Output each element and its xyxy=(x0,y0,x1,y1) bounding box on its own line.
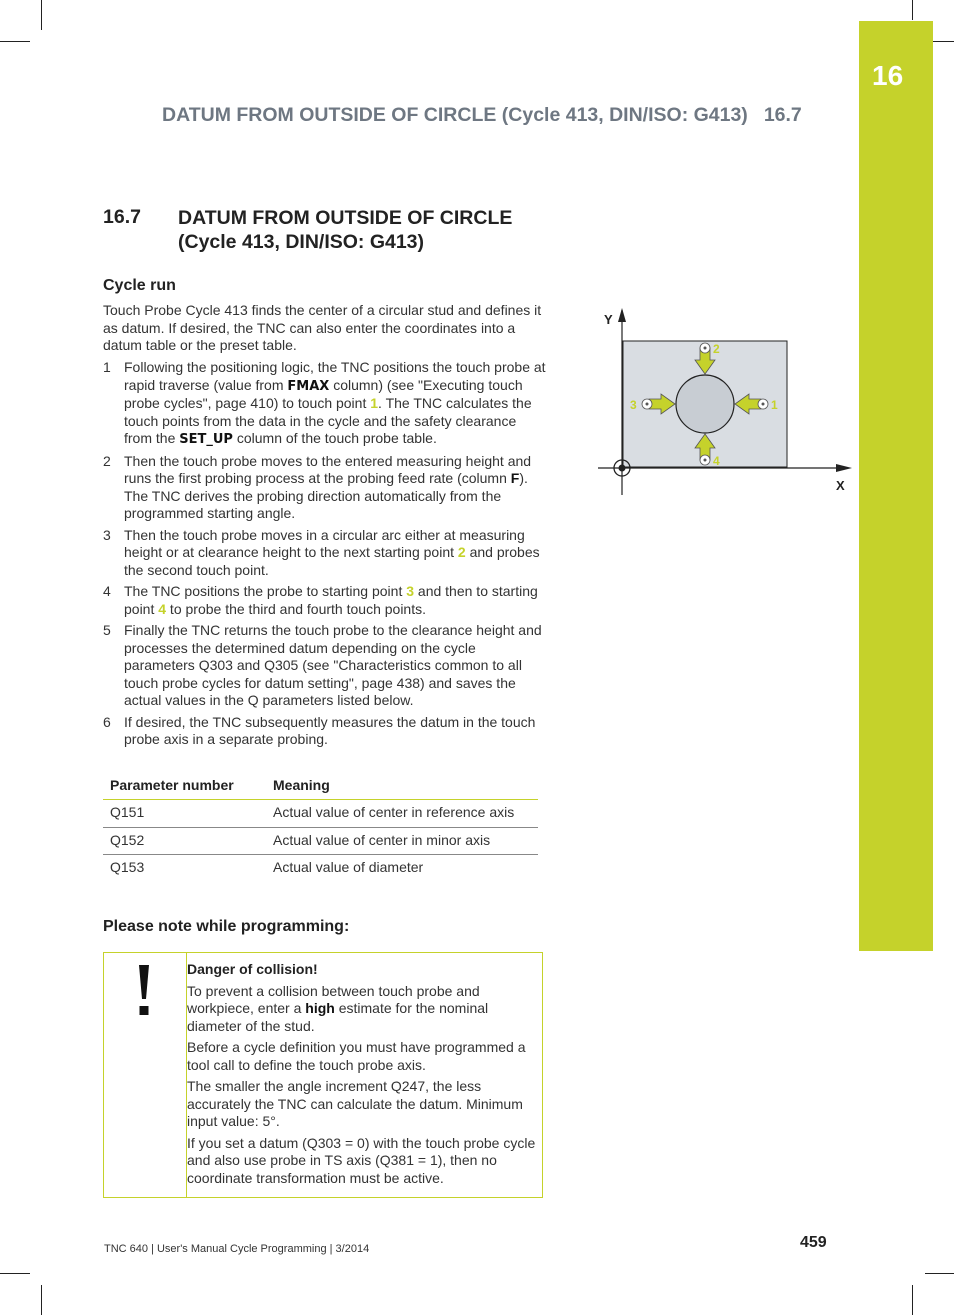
touch-point-dot xyxy=(762,403,765,406)
point-ref: 2 xyxy=(457,544,466,560)
step-number: 4 xyxy=(103,583,111,599)
step-text: . The TNC calculates the touch points from the data in the cycle and the safety clearance from the xyxy=(124,395,532,446)
param-number: Q153 xyxy=(110,859,145,875)
table-row xyxy=(103,827,538,855)
crop-mark xyxy=(0,41,30,42)
touch-point-dot xyxy=(704,459,707,462)
note-content xyxy=(187,961,537,1191)
step-item xyxy=(103,359,548,449)
step-text: Following the positioning logic, the TNC positions the touch probe at rapid traverse (value from xyxy=(124,359,546,393)
note-emphasis: high xyxy=(305,1000,335,1016)
table-row xyxy=(103,855,538,882)
step-number: 6 xyxy=(103,713,111,730)
step-text: column of the touch probe table. xyxy=(232,430,437,446)
chapter-number: 16 xyxy=(872,60,904,91)
probe-diagram xyxy=(590,300,860,505)
param-meaning: Actual value of center in reference axis xyxy=(266,800,538,828)
y-axis-arrow xyxy=(618,308,626,322)
step-text: column) (see "Executing touch probe cycles", page 410) to touch point xyxy=(124,376,523,411)
step-text: ). The TNC derives the probing direction automatically from the programmed starting angle. xyxy=(124,470,528,521)
running-header-section: 16.7 xyxy=(763,104,802,126)
touch-point-dot xyxy=(646,403,649,406)
point-ref: 1 xyxy=(370,395,379,411)
point-label-2: 2 xyxy=(713,342,720,356)
cycle-run-heading: Cycle run xyxy=(103,277,176,294)
column-header: Meaning xyxy=(266,774,538,800)
step-item xyxy=(103,714,548,749)
param-meaning: Actual value of center in minor axis xyxy=(266,827,538,855)
crop-mark xyxy=(41,1285,42,1315)
table-row xyxy=(103,800,538,828)
section-title-line2: (Cycle 413, DIN/ISO: G413) xyxy=(178,231,425,253)
step-number: 3 xyxy=(103,526,111,543)
cycle-steps-list xyxy=(103,359,548,753)
step-number: 2 xyxy=(103,452,111,469)
section-title xyxy=(178,206,512,254)
crop-mark xyxy=(912,0,913,20)
touch-point-dot xyxy=(704,347,707,350)
table-header-row xyxy=(103,774,538,800)
point-label-4: 4 xyxy=(713,454,720,468)
point-ref: 4 xyxy=(158,600,167,617)
point-ref: 3 xyxy=(406,583,415,599)
cycle-run-intro: Touch Probe Cycle 413 finds the center of a circular stud and defines it as datum. If desired, the TNC can also enter the coordinates into a datum table or the preset table. xyxy=(103,302,542,353)
crop-mark xyxy=(925,1273,954,1274)
step-text: Finally the TNC returns the touch probe to the clearance height and processes the determined datum depending on the cycle parameters Q303 and Q305 (see "Characteristics common to all touch probe cycles for datum setting", page 438) and saves the actual values in the Q parameters listed below. xyxy=(124,622,542,708)
datum-center xyxy=(619,465,626,472)
step-number: 5 xyxy=(103,622,111,638)
running-header-title: DATUM FROM OUTSIDE OF CIRCLE (Cycle 413, DIN/ISO: G413) xyxy=(162,104,748,126)
param-meaning: Actual value of diameter xyxy=(273,859,424,875)
column-header: Parameter number xyxy=(103,774,266,800)
danger-note-box xyxy=(103,952,543,1198)
step-item xyxy=(103,622,548,710)
step-item xyxy=(103,453,548,523)
keyword-fmax: FMAX xyxy=(287,378,330,394)
step-item xyxy=(103,527,548,580)
chapter-tab xyxy=(859,21,933,951)
param-number: Q151 xyxy=(103,800,266,828)
section-number: 16.7 xyxy=(103,206,141,228)
crop-mark xyxy=(0,1273,30,1274)
x-axis-arrow xyxy=(836,464,852,472)
section-title-line1: DATUM FROM OUTSIDE OF CIRCLE xyxy=(178,207,513,229)
crop-mark xyxy=(912,1285,913,1315)
running-header xyxy=(162,104,802,127)
parameter-table xyxy=(103,774,538,882)
circular-stud xyxy=(676,375,734,433)
crop-mark xyxy=(41,0,42,30)
note-paragraph: The smaller the angle increment Q247, the less accurately the TNC can calculate the datum. Minimum input value: 5°. xyxy=(187,1078,523,1129)
footer-text: TNC 640 | User's Manual Cycle Programming | 3/2014 xyxy=(104,1243,370,1255)
keyword-f: F xyxy=(510,470,520,486)
exclamation-icon xyxy=(129,961,159,1022)
point-label-3: 3 xyxy=(630,398,637,412)
step-text: and probes the second touch point. xyxy=(124,544,540,578)
note-paragraph: Before a cycle definition you must have programmed a tool call to define the touch probe axis. xyxy=(187,1039,526,1073)
param-number: Q152 xyxy=(103,827,266,855)
point-label-1: 1 xyxy=(771,398,778,412)
step-text: to probe the third and fourth touch points. xyxy=(166,600,426,617)
note-text: estimate for the nominal diameter of the stud. xyxy=(187,1000,489,1034)
note-text: To prevent a collision between touch probe and workpiece, enter a xyxy=(187,982,480,1016)
step-item xyxy=(103,583,548,618)
step-text: If desired, the TNC subsequently measures the datum in the touch probe axis in a separate probing. xyxy=(124,713,536,747)
step-text: Then the touch probe moves in a circular arc either at measuring height or at clearance height to the next starting point xyxy=(124,526,525,560)
step-number: 1 xyxy=(103,359,111,375)
danger-title: Danger of collision! xyxy=(187,961,318,977)
axis-y-label: Y xyxy=(604,312,613,327)
step-text: and then to starting point xyxy=(124,583,538,617)
notes-heading: Please note while programming: xyxy=(103,918,350,935)
note-paragraph: If you set a datum (Q303 = 0) with the touch probe cycle and also use probe in TS axis (Q381 = 1), then no coordinate transformation must be active. xyxy=(187,1134,536,1186)
page-number: 459 xyxy=(800,1234,827,1251)
step-text: The TNC positions the probe to starting point xyxy=(124,583,407,599)
keyword-set-up: SET_UP xyxy=(179,432,233,447)
axis-x-label: X xyxy=(836,478,845,493)
note-paragraph xyxy=(187,983,537,1036)
step-text: Then the touch probe moves to the entered measuring height and runs the first probing process at the probing feed rate (column xyxy=(124,452,532,486)
